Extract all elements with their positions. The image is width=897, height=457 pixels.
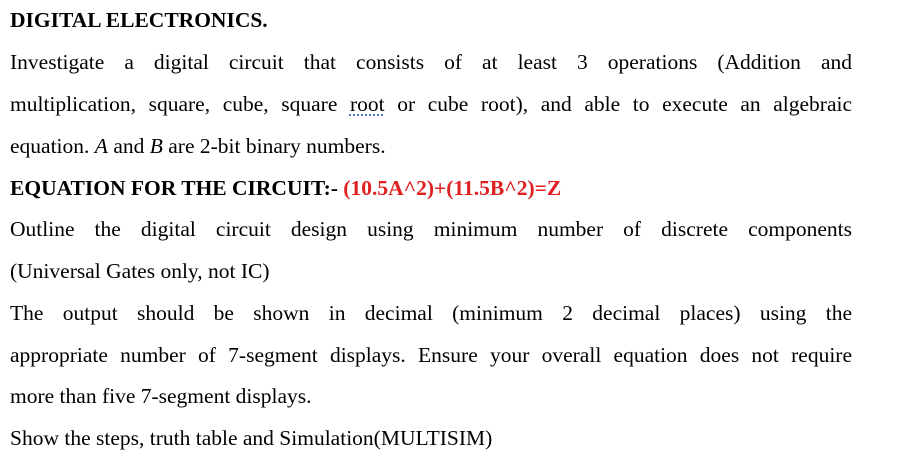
equation-label: EQUATION FOR THE CIRCUIT:- bbox=[10, 176, 344, 200]
intro-line-3 bbox=[10, 136, 386, 158]
steps-line: Show the steps, truth table and Simulation(MULTISIM) bbox=[10, 426, 493, 450]
intro-line-2-before: multiplication, square, cube, square bbox=[10, 92, 350, 116]
output-line-1: The output should be shown in decimal (minimum 2 decimal places) using the bbox=[10, 301, 852, 325]
outline-line-2: (Universal Gates only, not IC) bbox=[10, 259, 270, 283]
spellcheck-word-root: root bbox=[349, 92, 385, 116]
variable-a: A bbox=[94, 134, 108, 158]
output-line-2: appropriate number of 7-segment displays. Ensure your overall equation does not require bbox=[10, 343, 852, 367]
intro-line-3-c: are 2-bit binary numbers. bbox=[162, 134, 386, 158]
variable-b: B bbox=[149, 134, 163, 158]
intro-line-3-a: equation. bbox=[10, 134, 95, 158]
output-line-3: more than five 7-segment displays. bbox=[10, 384, 312, 408]
intro-line-2-after: or cube root), and able to execute an algebraic bbox=[384, 92, 853, 116]
equation-expression: (10.5A^2)+(11.5B^2)=Z bbox=[343, 176, 562, 200]
equation-line bbox=[10, 178, 561, 200]
outline-line-1: Outline the digital circuit design using minimum number of discrete components bbox=[10, 217, 852, 241]
intro-line-1: Investigate a digital circuit that consists of at least 3 operations (Addition and bbox=[10, 50, 852, 74]
intro-line-2 bbox=[10, 94, 852, 116]
intro-line-3-b: and bbox=[107, 134, 150, 158]
document-heading: DIGITAL ELECTRONICS. bbox=[10, 8, 268, 32]
